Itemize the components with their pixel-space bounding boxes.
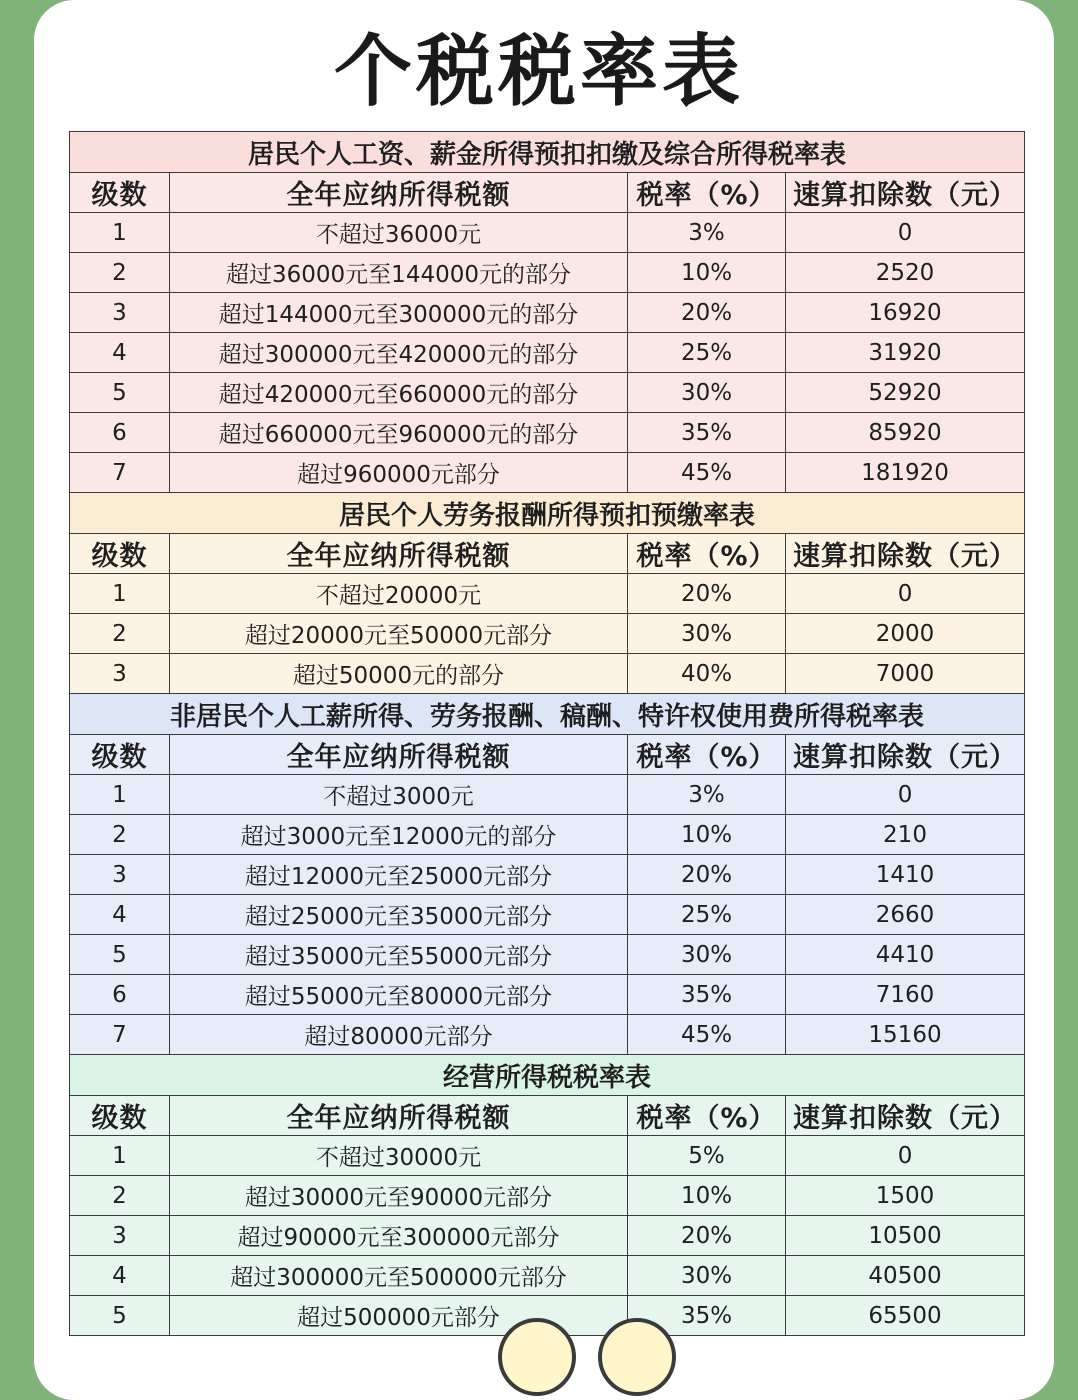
deduction-cell: 65500 (786, 1296, 1025, 1336)
deduction-cell: 16920 (786, 293, 1025, 333)
cartoon-decoration (498, 1318, 576, 1396)
section-title: 居民个人工资、薪金所得预扣扣缴及综合所得税率表 (70, 132, 1025, 173)
level-cell: 2 (70, 815, 170, 855)
range-cell: 超过25000元至35000元部分 (170, 895, 628, 935)
column-header: 级数 (70, 173, 170, 213)
rate-cell: 20% (628, 855, 786, 895)
deduction-cell: 31920 (786, 333, 1025, 373)
table-row (70, 1015, 1025, 1055)
page-title: 个税税率表 (333, 27, 744, 117)
level-cell: 5 (70, 373, 170, 413)
table-row (70, 1216, 1025, 1256)
column-header: 税率（%） (628, 534, 786, 574)
range-cell: 不超过20000元 (170, 574, 628, 614)
table-row (70, 1176, 1025, 1216)
range-cell: 超过20000元至50000元部分 (170, 614, 628, 654)
level-cell: 3 (70, 1216, 170, 1256)
level-cell: 7 (70, 1015, 170, 1055)
section-title-row (70, 694, 1025, 735)
deduction-cell: 2660 (786, 895, 1025, 935)
rate-cell: 35% (628, 413, 786, 453)
range-cell: 不超过30000元 (170, 1136, 628, 1176)
header-row (70, 735, 1025, 775)
level-cell: 7 (70, 453, 170, 493)
deduction-cell: 2520 (786, 253, 1025, 293)
range-cell: 超过500000元部分 (170, 1296, 628, 1336)
rate-cell: 3% (628, 775, 786, 815)
deduction-cell: 0 (786, 1136, 1025, 1176)
column-header: 全年应纳所得税额 (170, 173, 628, 213)
table-row (70, 1136, 1025, 1176)
column-header: 速算扣除数（元） (786, 173, 1025, 213)
table-row (70, 975, 1025, 1015)
table-row (70, 895, 1025, 935)
deduction-cell: 210 (786, 815, 1025, 855)
deduction-cell: 1500 (786, 1176, 1025, 1216)
level-cell: 3 (70, 654, 170, 694)
level-cell: 2 (70, 1176, 170, 1216)
rate-cell: 30% (628, 1256, 786, 1296)
table-row (70, 213, 1025, 253)
deduction-cell: 85920 (786, 413, 1025, 453)
table-row (70, 373, 1025, 413)
section-title: 非居民个人工薪所得、劳务报酬、稿酬、特许权使用费所得税率表 (70, 694, 1025, 735)
table-row (70, 654, 1025, 694)
header-row (70, 173, 1025, 213)
range-cell: 超过55000元至80000元部分 (170, 975, 628, 1015)
range-cell: 超过30000元至90000元部分 (170, 1176, 628, 1216)
header-row (70, 534, 1025, 574)
section-title-row (70, 1055, 1025, 1096)
range-cell: 不超过3000元 (170, 775, 628, 815)
range-cell: 超过144000元至300000元的部分 (170, 293, 628, 333)
rate-cell: 10% (628, 253, 786, 293)
level-cell: 4 (70, 333, 170, 373)
level-cell: 5 (70, 1296, 170, 1336)
column-header: 级数 (70, 534, 170, 574)
rate-cell: 20% (628, 1216, 786, 1256)
table-row (70, 574, 1025, 614)
rate-cell: 10% (628, 1176, 786, 1216)
column-header: 税率（%） (628, 735, 786, 775)
range-cell: 超过80000元部分 (170, 1015, 628, 1055)
column-header: 税率（%） (628, 1096, 786, 1136)
section-title: 经营所得税税率表 (70, 1055, 1025, 1096)
table-row (70, 935, 1025, 975)
deduction-cell: 0 (786, 775, 1025, 815)
rate-cell: 10% (628, 815, 786, 855)
table-row (70, 253, 1025, 293)
range-cell: 不超过36000元 (170, 213, 628, 253)
column-header: 速算扣除数（元） (786, 735, 1025, 775)
range-cell: 超过960000元部分 (170, 453, 628, 493)
table-row (70, 855, 1025, 895)
deduction-cell: 0 (786, 574, 1025, 614)
table-row (70, 775, 1025, 815)
range-cell: 超过36000元至144000元的部分 (170, 253, 628, 293)
table-row (70, 293, 1025, 333)
rate-cell: 45% (628, 1015, 786, 1055)
level-cell: 6 (70, 975, 170, 1015)
rate-cell: 5% (628, 1136, 786, 1176)
range-cell: 超过12000元至25000元部分 (170, 855, 628, 895)
table-row (70, 1256, 1025, 1296)
range-cell: 超过300000元至500000元部分 (170, 1256, 628, 1296)
range-cell: 超过420000元至660000元的部分 (170, 373, 628, 413)
column-header: 全年应纳所得税额 (170, 735, 628, 775)
range-cell: 超过90000元至300000元部分 (170, 1216, 628, 1256)
level-cell: 4 (70, 895, 170, 935)
deduction-cell: 10500 (786, 1216, 1025, 1256)
column-header: 速算扣除数（元） (786, 1096, 1025, 1136)
deduction-cell: 7000 (786, 654, 1025, 694)
range-cell: 超过35000元至55000元部分 (170, 935, 628, 975)
rate-cell: 25% (628, 333, 786, 373)
deduction-cell: 1410 (786, 855, 1025, 895)
rate-cell: 30% (628, 373, 786, 413)
range-cell: 超过660000元至960000元的部分 (170, 413, 628, 453)
rate-cell: 3% (628, 213, 786, 253)
rate-cell: 35% (628, 975, 786, 1015)
rate-cell: 35% (628, 1296, 786, 1336)
table-row (70, 333, 1025, 373)
deduction-cell: 0 (786, 213, 1025, 253)
section-title: 居民个人劳务报酬所得预扣预缴率表 (70, 493, 1025, 534)
range-cell: 超过3000元至12000元的部分 (170, 815, 628, 855)
rate-cell: 40% (628, 654, 786, 694)
level-cell: 1 (70, 213, 170, 253)
table-row (70, 614, 1025, 654)
deduction-cell: 2000 (786, 614, 1025, 654)
column-header: 税率（%） (628, 173, 786, 213)
rate-cell: 45% (628, 453, 786, 493)
cartoon-decoration (598, 1318, 676, 1396)
deduction-cell: 7160 (786, 975, 1025, 1015)
section-title-row (70, 493, 1025, 534)
deduction-cell: 4410 (786, 935, 1025, 975)
tax-rate-table (69, 131, 1025, 1336)
header-row (70, 1096, 1025, 1136)
rate-cell: 20% (628, 293, 786, 333)
column-header: 全年应纳所得税额 (170, 534, 628, 574)
rate-cell: 30% (628, 614, 786, 654)
rate-cell: 25% (628, 895, 786, 935)
level-cell: 3 (70, 293, 170, 333)
deduction-cell: 52920 (786, 373, 1025, 413)
level-cell: 4 (70, 1256, 170, 1296)
table-row (70, 413, 1025, 453)
column-header: 速算扣除数（元） (786, 534, 1025, 574)
deduction-cell: 181920 (786, 453, 1025, 493)
table-row (70, 453, 1025, 493)
column-header: 全年应纳所得税额 (170, 1096, 628, 1136)
section-title-row (70, 132, 1025, 173)
column-header: 级数 (70, 1096, 170, 1136)
column-header: 级数 (70, 735, 170, 775)
level-cell: 3 (70, 855, 170, 895)
table-row (70, 815, 1025, 855)
level-cell: 6 (70, 413, 170, 453)
level-cell: 2 (70, 614, 170, 654)
rate-cell: 30% (628, 935, 786, 975)
level-cell: 1 (70, 775, 170, 815)
range-cell: 超过50000元的部分 (170, 654, 628, 694)
rate-cell: 20% (628, 574, 786, 614)
level-cell: 2 (70, 253, 170, 293)
level-cell: 1 (70, 574, 170, 614)
deduction-cell: 40500 (786, 1256, 1025, 1296)
deduction-cell: 15160 (786, 1015, 1025, 1055)
level-cell: 1 (70, 1136, 170, 1176)
range-cell: 超过300000元至420000元的部分 (170, 333, 628, 373)
level-cell: 5 (70, 935, 170, 975)
